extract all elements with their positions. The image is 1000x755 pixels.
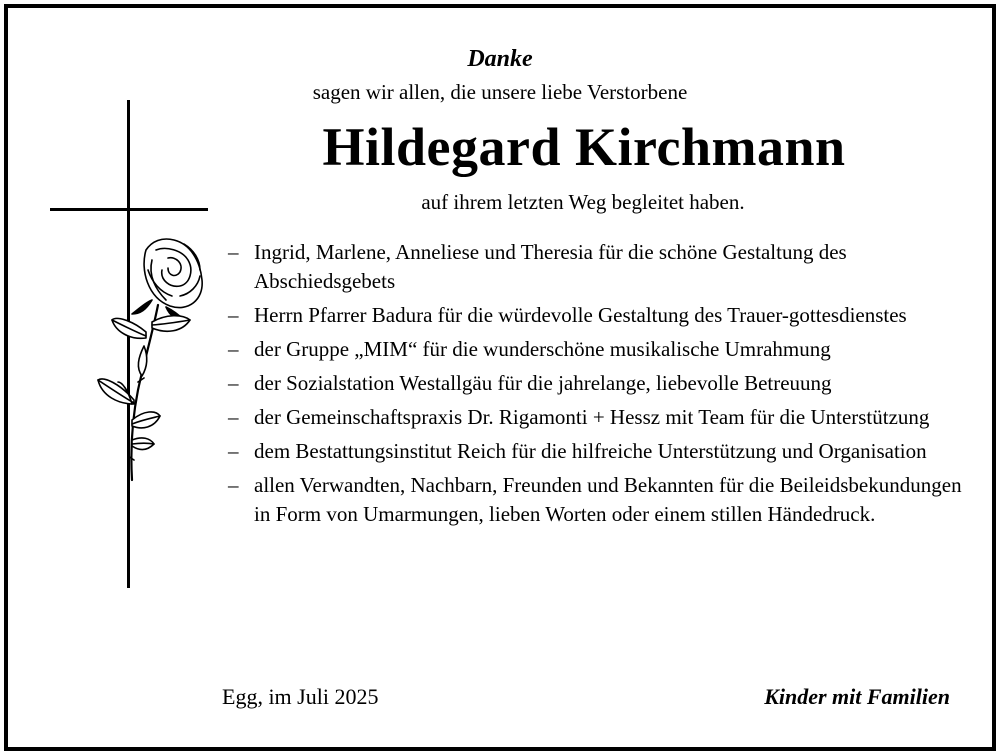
- cross-with-rose: [48, 100, 213, 590]
- list-dash: –: [228, 240, 239, 264]
- list-item: [228, 238, 968, 296]
- place-date: Egg, im Juli 2025: [222, 684, 379, 709]
- list-item: [228, 437, 968, 466]
- cross-icon: [50, 100, 208, 588]
- list-item: [228, 335, 968, 364]
- list-item-text: der Gemeinschaftspraxis Dr. Rigamonti + Hessz mit Team für die Unterstützung: [254, 405, 930, 429]
- rose-icon: [98, 239, 202, 480]
- list-dash: –: [228, 473, 239, 497]
- list-item-text: der Sozialstation Westallgäu für die jahrelange, liebevolle Betreuung: [254, 371, 832, 395]
- deceased-name: Hildegard Kirchmann: [322, 117, 846, 177]
- list-dash: –: [228, 337, 239, 361]
- list-dash: –: [228, 439, 239, 463]
- list-item-text: der Gruppe „MIM“ für die wunderschöne musikalische Umrahmung: [254, 337, 831, 361]
- list-item-text: dem Bestattungsinstitut Reich für die hilfreiche Unterstützung und Organisation: [254, 439, 927, 463]
- outro-text: auf ihrem letzten Weg begleitet haben.: [421, 190, 745, 214]
- heading-danke: Danke: [467, 46, 533, 72]
- list-dash: –: [228, 371, 239, 395]
- signature: Kinder mit Familien: [764, 684, 950, 709]
- list-item: [228, 369, 968, 398]
- list-item-text: Herrn Pfarrer Badura für die würdevolle Gestaltung des Trauer-gottesdienstes: [254, 303, 907, 327]
- list-item-text: allen Verwandten, Nachbarn, Freunden und Bekannten für die Beileidsbekundungen in Form von Umarmungen, lieben Worten oder einem stillen Händedruck.: [254, 473, 962, 526]
- list-item-text: Ingrid, Marlene, Anneliese und Theresia für die schöne Gestaltung des Abschiedsgebets: [254, 240, 847, 293]
- thanks-list: [228, 238, 968, 534]
- list-dash: –: [228, 405, 239, 429]
- intro-text: sagen wir allen, die unsere liebe Verstorbene: [312, 80, 688, 104]
- list-item: [228, 301, 968, 330]
- list-item: [228, 403, 968, 432]
- list-item: [228, 471, 968, 529]
- list-dash: –: [228, 303, 239, 327]
